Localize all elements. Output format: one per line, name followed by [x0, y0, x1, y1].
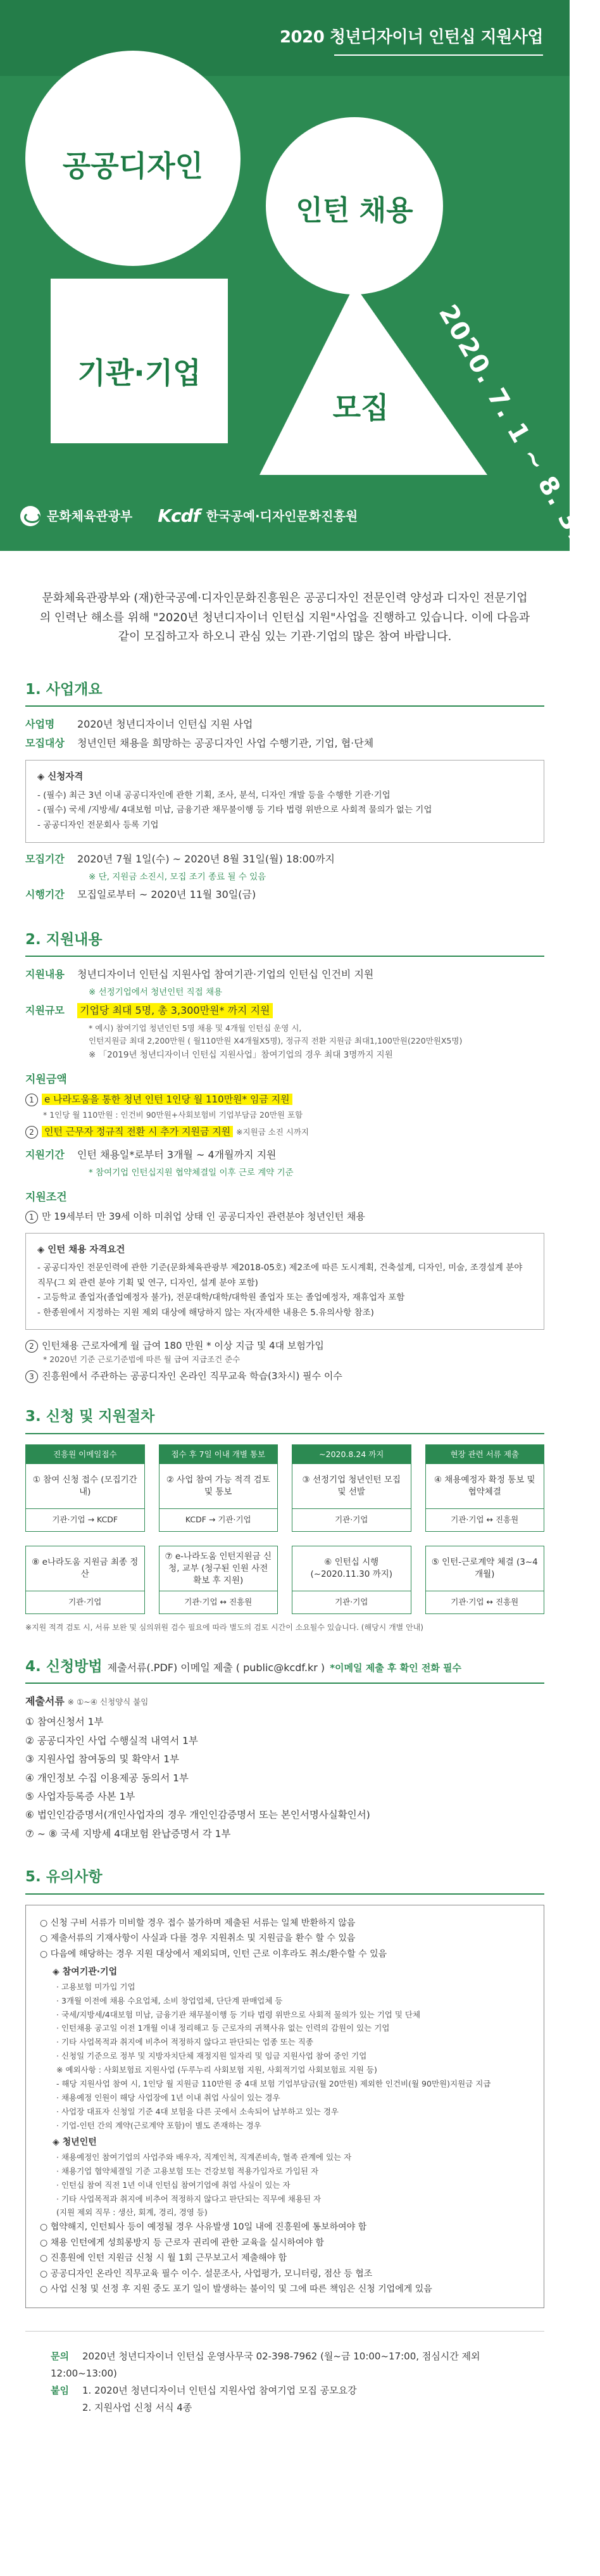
- row-value: 청년인턴 채용을 희망하는 공공디자인 사업 수행기관, 기업, 협·단체: [77, 737, 374, 750]
- overview-period-row: [25, 852, 544, 867]
- box-heading: ◈ 신청자격: [37, 772, 84, 783]
- caution-line: ○ 다음에 해당하는 경우 지원 대상에서 제외되며, 인턴 근로 이후라도 취소/환수할 수 있음: [40, 1948, 387, 1959]
- contact-footer: [25, 2331, 544, 2442]
- caution-sub-item: · 채용예정 인원이 해당 사업장에 1년 이내 취업 사실이 있는 경우: [56, 2092, 280, 2102]
- row-key: 지원규모: [25, 1004, 65, 1016]
- step-top: 진흥원 이메일접수: [26, 1445, 144, 1465]
- condition-note: * 2020년 기준 근로기준법에 따른 월 급여 지급조건 준수: [43, 1354, 241, 1364]
- docs-heading: 제출서류: [25, 1695, 65, 1708]
- hero-shapes: [0, 0, 570, 551]
- support-scale-row: [25, 1003, 544, 1018]
- amount-item-2: [25, 1125, 544, 1139]
- attachment-item: 1. 2020년 청년디자이너 인턴십 지원사업 참여기업 모집 공모요강: [82, 2384, 357, 2396]
- amount-note: * 1인당 월 110만원 : 인건비 90만원+사회보험비 기업부담금 20만원 포함: [43, 1110, 303, 1120]
- section-procedure: [0, 1406, 570, 1656]
- caution-sub-item: · 3개월 이전에 채용 수요업체, 소비 창업업체, 단단계 판매업체 등: [56, 1995, 283, 2005]
- section-title: 5. 유의사항: [25, 1866, 544, 1895]
- cautions-box: [25, 1905, 544, 2308]
- docs-note: ※ ①~④ 신청양식 붙임: [67, 1697, 149, 1707]
- hero-word-public-design: 공공디자인: [62, 149, 204, 183]
- row-value: 2020년 7월 1일(수) ~ 2020년 8월 31일(월) 18:00까지: [77, 852, 335, 865]
- docs-item: ⑦ ~ ⑧ 국세 지방세 4대보험 완납증명서 각 1부: [25, 1828, 231, 1840]
- caution-sub-item: · 채용예정인 참여기업의 사업주와 배우자, 직계인척, 직계존비속, 혈족 관계에 있는 자: [56, 2152, 352, 2162]
- condition-text: 진흥원에서 주관하는 공공디자인 온라인 직무교육 학습(3차시) 필수 이수: [42, 1370, 342, 1382]
- caution-sub-item: · 인턴채용 공고일 이전 1개월 이내 정리해고 등 근로자의 귀책사유 없는 인력의 감원이 있는 기업: [56, 2023, 390, 2033]
- application-method-note: *이메일 제출 후 확인 전화 필수: [330, 1662, 462, 1674]
- condition-item-3: [25, 1369, 544, 1384]
- step-actor: 기관·기업: [26, 1591, 144, 1613]
- number-circle: 1: [25, 1094, 38, 1106]
- box-heading: ◈ 인턴 채용 자격요건: [37, 1244, 125, 1255]
- docs-list: [25, 1713, 544, 1843]
- procedure-step: [425, 1444, 545, 1532]
- procedure-step: [425, 1546, 545, 1614]
- intern-qualification-box: [25, 1233, 544, 1330]
- section-title-text: 4. 신청방법: [25, 1658, 103, 1675]
- hero-word-intern-hiring: 인턴 채용: [296, 194, 413, 227]
- mcst-logo-icon: [20, 506, 41, 526]
- caution-sub-item: - 해당 지원사업 참여 시, 1인당 월 지원금 110만원 중 4대 보험 기업부담금(월 20만원) 제외한 인건비(월 90만원)지원금 지급: [56, 2078, 491, 2088]
- attachment-row: [51, 2382, 519, 2399]
- caution-sub-list: [40, 2150, 530, 2219]
- procedure-step: [25, 1444, 145, 1532]
- hero-date: 2020. 7. 1 ~ 8. 31: [433, 300, 596, 553]
- overview-name-row: [25, 717, 544, 732]
- caution-sub-item: · 신청일 기준으로 정부 및 지방자치단체 재정지원 일자리 및 임금 지원사업 참여 중인 기업: [56, 2051, 367, 2061]
- step-actor: 기관·기업 ↔ 진흥원: [426, 1591, 544, 1613]
- caution-sub-item: · 국세/지방세/4대보험 미납, 금융기관 채무불이행 등 기타 법령 위반으로 사회적 물의가 있는 기업 및 단체: [56, 2009, 421, 2019]
- step-actor: KCDF → 기관·기업: [159, 1508, 278, 1531]
- docs-item: ⑥ 법인인감증명서(개인사업자의 경우 개인인감증명서 또는 본인서명사실확인서): [25, 1809, 370, 1821]
- box-line: - (필수) 국세 /지방세/ 4대보험 미납, 금융기관 채무불이행 등 기타 법령 위반으로 사회적 물의가 없는 기업: [37, 805, 432, 816]
- caution-sub-item: · 고용보험 미가입 기업: [56, 1981, 135, 1992]
- attachment-key: 붙임: [51, 2384, 69, 2396]
- step-top: 현장 관련 서류 제출: [426, 1445, 544, 1465]
- box-line: - 한종원에서 지정하는 지원 제외 대상에 해당하지 않는 자(자세한 내용은 5.유의사항 참조): [37, 1307, 374, 1318]
- hero-banner: [0, 0, 596, 553]
- step-actor: 기관·기업 → KCDF: [26, 1508, 144, 1531]
- docs-item: ③ 지원사업 참여동의 및 확약서 1부: [25, 1753, 180, 1765]
- intro-text: 문화체육관광부와 (재)한국공예·디자인문화진흥원은 공공디자인 전문인력 양성과 디자인 전문기업의 인력난 해소를 위해 "2020년 청년디자이너 인턴십 지원"사업을 진행하고 있습니다. 이에 다음과 같이 모집하고자 하오니 관심 있는 기관·기업의 많은 참여 바랍니다.: [39, 591, 530, 644]
- row-key: 지원기간: [25, 1149, 65, 1161]
- row-key: 지원내용: [25, 968, 65, 981]
- amount-heading: 지원금액: [25, 1073, 67, 1087]
- section-application: [0, 1656, 570, 1867]
- row-value: 모집일로부터 ~ 2020년 11월 30일(금): [77, 888, 256, 900]
- row-key: 사업명: [25, 718, 55, 731]
- docs-item: ⑤ 사업자등록증 사본 1부: [25, 1791, 135, 1803]
- hero-logos: [20, 503, 358, 529]
- condition-text: 인턴채용 근로자에게 월 급여 180 만원 * 이상 지급 및 4대 보험가입: [42, 1340, 324, 1352]
- condition-item-1: [25, 1209, 544, 1224]
- docs-header: [25, 1694, 544, 1709]
- procedure-step: [25, 1546, 145, 1614]
- amount-item-1: [25, 1092, 544, 1107]
- step-actor: 기관·기업 ↔ 진흥원: [426, 1508, 544, 1531]
- row-key: 시행기간: [25, 888, 65, 900]
- eligibility-box: [25, 760, 544, 842]
- condition-item-2: [25, 1339, 544, 1353]
- kcdf-logo-label: 한국공예·디자인문화진흥원: [206, 508, 358, 524]
- step-label: ① 참여 신청 접수 (모집기간 내): [32, 1475, 137, 1498]
- row-key: 모집대상: [25, 737, 65, 750]
- scale-example-line: * 예시) 참여기업 청년인턴 5명 채용 및 4개월 인턴십 운영 시,: [89, 1023, 302, 1033]
- docs-item: ④ 개인정보 수집 이용제공 동의서 1부: [25, 1772, 189, 1784]
- step-label: ④ 채용예정자 확정 통보 및 협약체결: [434, 1475, 535, 1498]
- caution-line: ○ 공공디자인 온라인 직무교육 필수 이수. 설문조사, 사업평가, 모니터링, 점산 등 협조: [40, 2268, 373, 2279]
- box-line: - (필수) 최근 3년 이내 공공디자인에 관한 기획, 조사, 분석, 디자인 개발 등을 수행한 기관·기업: [37, 790, 391, 800]
- number-circle: 2: [25, 1340, 38, 1353]
- period-note: ※ 단, 지원금 소진시, 모집 조기 종료 될 수 있음: [89, 871, 266, 882]
- row-value-highlight: 기업당 최대 5명, 총 3,300만원* 까지 지원: [77, 1003, 273, 1018]
- hero-word-org-company: 기관·기업: [77, 356, 201, 390]
- caution-line: ○ 채용 인턴에게 성희롱방지 등 근로자 권리에 관한 교육을 실시하여야 함: [40, 2237, 324, 2248]
- step-label: ③ 선정기업 청년인턴 모집 및 선발: [302, 1475, 401, 1498]
- row-value: 인턴 채용일*로부터 3개월 ~ 4개월까지 지원: [77, 1149, 277, 1161]
- support-content-row: [25, 967, 544, 982]
- caution-line: ○ 사업 신청 및 선정 후 지원 중도 포기 일이 발생하는 불이익 및 그에 따른 책임은 신청 기업에게 있음: [40, 2284, 432, 2295]
- procedure-flow: [25, 1444, 544, 1614]
- caution-line: ○ 협약해지, 인턴퇴사 등이 예정될 경우 사유발생 10일 내에 진흥원에 통보하여야 함: [40, 2222, 367, 2233]
- section-title: 2. 지원내용: [25, 929, 544, 957]
- section-support: [0, 929, 570, 1406]
- condition-text: 만 19세부터 만 39세 이하 미취업 상태 인 공공디자인 관련분야 청년인턴 채용: [42, 1211, 365, 1223]
- caution-sub-item: · 기타 사업목적과 취지에 비추어 적정하지 않다고 판단되는 직무에 채용된 자: [56, 2194, 322, 2204]
- procedure-step: [292, 1444, 411, 1532]
- caution-line: ○ 진흥원에 인턴 지원금 신청 시 월 1회 근무보고서 제출해야 함: [40, 2253, 287, 2264]
- row-key: 모집기간: [25, 852, 65, 865]
- caution-sub-item: · 채용기업 협약체결일 기준 고용보험 또는 건강보험 적용가입자로 가입된 자: [56, 2166, 319, 2176]
- amount-text: 인턴 근무자 정규직 전환 시 추가 지원금 지원: [42, 1126, 233, 1137]
- docs-item: ① 참여신청서 1부: [25, 1716, 104, 1728]
- step-label: ⑤ 인턴-근로계약 체결 (3~4개월): [431, 1557, 538, 1580]
- box-line: - 공공디자인 전문회사 등록 기업: [37, 819, 159, 830]
- box-line: - 고등학교 졸업자(졸업예정자 불가), 전문대학/대학/대학원 졸업자 또는 졸업예정자, 재휴업자 포함: [37, 1292, 405, 1303]
- caution-sub-item: · 기업-인턴 간의 계약(근로계약 포함)이 별도 존재하는 경우: [56, 2120, 261, 2130]
- hero-word-recruit: 모집: [332, 391, 389, 425]
- number-circle: 2: [25, 1126, 38, 1139]
- caution-sub-item: ※ 예외사항 : 사회보험료 지원사업 (두루누리 사회보험 지원, 사회적기업 사회보험료 지원 등): [56, 2065, 377, 2075]
- box-line: - 공공디자인 전문인력에 관한 기준(문화체육관광부 제2018-05호) 제2조에 따른 도시계획, 건축설계, 디자인, 미술, 조경설계 분야 직무(그 외 관련 분야 기획 및 연구, 디자인, 설계 분야 포함): [37, 1262, 523, 1288]
- attachment-item-2: 2. 지원사업 신청 서식 4종: [82, 2401, 192, 2413]
- inquiry-row: [51, 2348, 519, 2382]
- row-value: 청년디자이너 인턴십 지원사업 참여기관·기업의 인턴십 인건비 지원: [77, 968, 374, 981]
- section-title: [25, 1656, 544, 1684]
- inquiry-key: 문의: [51, 2350, 69, 2362]
- caution-line: ○ 신청 구비 서류가 미비할 경우 접수 불가하며 제출된 서류는 일체 반환하지 않음: [40, 1917, 356, 1928]
- step-top: ~2020.8.24 까지: [292, 1445, 411, 1465]
- support-period-row: [25, 1147, 544, 1163]
- conditions-heading: 지원조건: [25, 1190, 67, 1204]
- mcst-logo-label: 문화체육관광부: [47, 508, 133, 524]
- row-value: 2020년 청년디자이너 인턴십 지원 사업: [77, 718, 253, 731]
- content-note: ※ 선정기업에서 청년인턴 직접 채용: [89, 987, 223, 998]
- section-overview: [0, 679, 570, 929]
- inquiry-value: 2020년 청년디자이너 인턴십 운영사무국 02-398-7962 (월~금 10:00~17:00, 점심시간 제외 12:00~13:00): [51, 2350, 480, 2379]
- caution-line: ○ 제출서류의 기재사항이 사실과 다를 경우 지원취소 및 지원금을 환수 할 수 있음: [40, 1933, 356, 1944]
- step-actor: 기관·기업: [292, 1591, 411, 1613]
- hero-title: 2020 청년디자이너 인턴십 지원사업: [279, 28, 543, 47]
- docs-item: ② 공공디자인 사업 수행실적 내역서 1부: [25, 1734, 198, 1746]
- mcst-logo: [20, 506, 132, 526]
- caution-sub-item: (지원 제외 직무 : 생산, 회계, 경리, 경영 등): [56, 2207, 208, 2218]
- caution-sub-item: · 기타 사업목적과 취지에 비추어 적정하지 않다고 판단되는 업종 또는 직종: [56, 2037, 313, 2047]
- number-circle: 3: [25, 1370, 38, 1383]
- step-actor: 기관·기업 ↔ 진흥원: [159, 1591, 278, 1613]
- procedure-step: [159, 1546, 278, 1614]
- procedure-step: [292, 1546, 411, 1614]
- section-cautions: [0, 1866, 570, 2331]
- caution-subheading-intern: ◈ 청년인턴: [53, 2137, 97, 2148]
- step-actor: 기관·기업: [292, 1508, 411, 1531]
- caution-sub-item: · 인턴십 참여 직전 1년 이내 인턴십 참여기업에 취업 사실이 있는 자: [56, 2180, 291, 2190]
- caution-sub-list: [40, 1980, 530, 2133]
- scale-example-line: 인턴지원금 최대 2,200만원 ( 월110만원 X4개월X5명), 정규직 전환 지원금 최대1,100만원(220만원X5명): [89, 1036, 463, 1046]
- section-title: 1. 사업개요: [25, 679, 544, 707]
- amount-note: ※지원금 소진 시까지: [235, 1127, 309, 1137]
- support-period-note: * 참여기업 인턴십지원 협약체결일 이후 근로 계약 기준: [89, 1168, 294, 1178]
- step-label: ⑧ e나라도움 지원금 최종 정산: [32, 1557, 139, 1580]
- caution-subheading-org: ◈ 참여기관·기업: [53, 1967, 118, 1978]
- amount-text: e 나라도움을 통한 청년 인턴 1인당 월 110만원* 임금 지원: [42, 1094, 292, 1105]
- kcdf-logo: [158, 503, 358, 529]
- step-label: ⑥ 인턴십 시행 (~2020.11.30 까지): [310, 1557, 392, 1580]
- scale-note: ※ 「2019년 청년디자이너 인턴십 지원사업」참여기업의 경우 최대 3명까지 지원: [89, 1049, 393, 1060]
- overview-target-row: [25, 736, 544, 751]
- section-title: 3. 신청 및 지원절차: [25, 1406, 544, 1434]
- procedure-step: [159, 1444, 278, 1532]
- procedure-note: ※지원 적격 검토 시, 서류 보완 및 심의위원 검수 필요에 따라 별도의 검토 시간이 소요될수 있습니다. (해당시 개별 안내): [25, 1622, 423, 1632]
- kcdf-logo-icon: Kcdf: [158, 505, 200, 526]
- step-top: 접수 후 7일 이내 개별 통보: [159, 1445, 278, 1465]
- application-method: 제출서류(.PDF) 이메일 제출 ( public@kcdf.kr ): [107, 1661, 325, 1674]
- step-label: ⑦ e-나라도움 인턴지원금 신청, 교부 (청구된 인원 사전 확보 후 지원): [165, 1551, 272, 1586]
- scale-example: [89, 1022, 544, 1048]
- overview-exec-row: [25, 887, 544, 902]
- number-circle: 1: [25, 1211, 38, 1223]
- step-label: ② 사업 참여 가능 적격 검토 및 통보: [166, 1475, 270, 1498]
- caution-sub-item: · 사업장 대표자 신청일 기준 4대 보험을 다른 곳에서 소속되어 납부하고 있는 경우: [56, 2106, 339, 2116]
